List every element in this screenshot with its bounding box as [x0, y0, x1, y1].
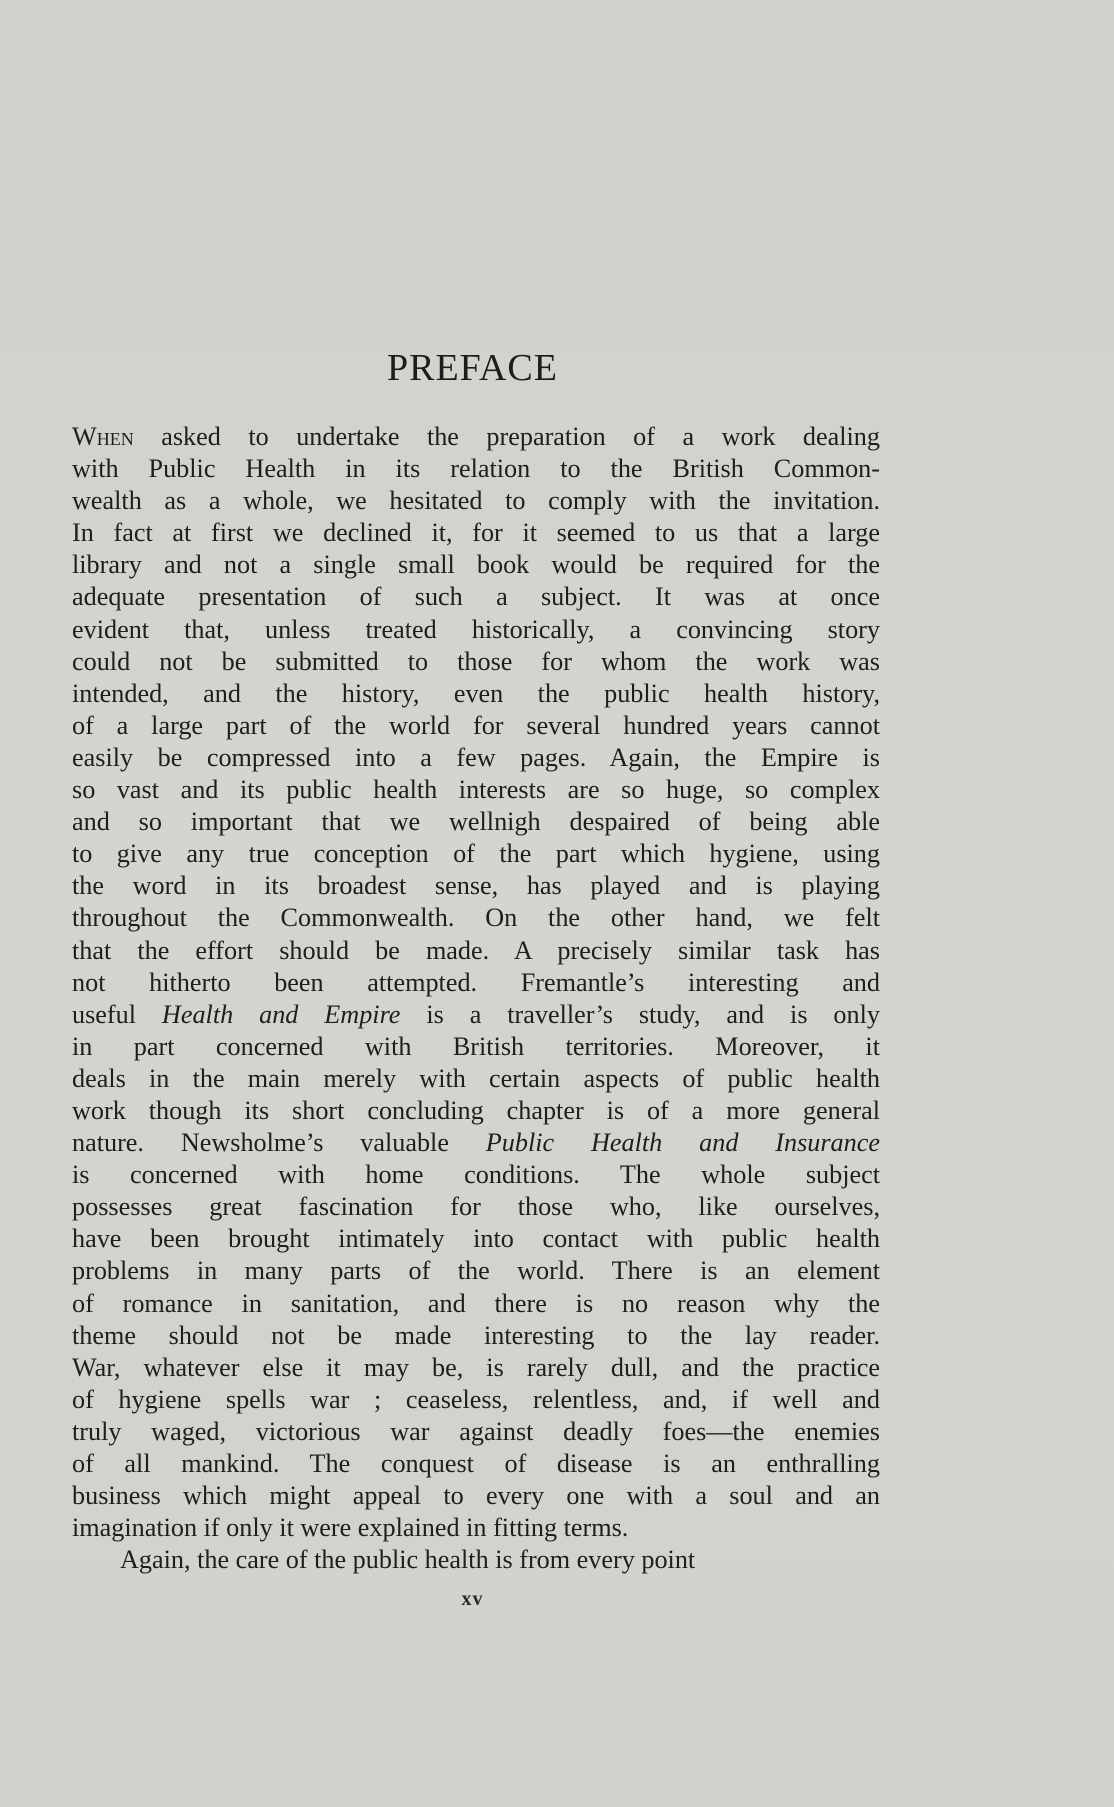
- text-line: to give any true conception of the part which hygiene, using: [72, 839, 880, 869]
- text-line: could not be submitted to those for whom the work was: [72, 646, 880, 676]
- text-line: so vast and its public health interests are so huge, so complex: [72, 775, 880, 805]
- text-line: of all mankind. The conquest of disease is an enthralling: [72, 1449, 880, 1478]
- text-line: of hygiene spells war ; ceaseless, relentless, and, if well and: [72, 1384, 880, 1414]
- text-line: business which might appeal to every one with a soul and an: [72, 1481, 880, 1511]
- text-line: is concerned with home conditions. The whole subject: [72, 1160, 880, 1190]
- page-number: xv: [461, 1588, 484, 1610]
- text-line: adequate presentation of such a subject. It was at once: [72, 582, 880, 612]
- text-line: of a large part of the world for several hundred years cannot: [72, 710, 880, 740]
- text-line: [72, 1127, 880, 1159]
- line-text: nature. Newsholme’s valuable: [72, 1128, 486, 1158]
- text-line: evident that, unless treated historically, a convincing story: [72, 614, 880, 644]
- text-line: library and not a single small book would be required for the: [72, 550, 880, 580]
- text-line: Again, the care of the public health is from every point: [120, 1545, 696, 1575]
- text-line: wealth as a whole, we hesitated to comply with the invitation.: [72, 486, 880, 516]
- text-line: easily be compressed into a few pages. Again, the Empire is: [72, 742, 880, 772]
- text-line: have been brought intimately into contact with public health: [72, 1224, 880, 1254]
- text-line: In fact at first we declined it, for it seemed to us that a large: [72, 518, 880, 548]
- text-line: War, whatever else it may be, is rarely dull, and the practice: [72, 1352, 880, 1382]
- preface-body: [72, 421, 880, 1576]
- text-line: and so important that we wellnigh despaired of being able: [72, 807, 880, 837]
- text-line: possesses great fascination for those who, like ourselves,: [72, 1192, 880, 1222]
- text-line: theme should not be made interesting to the lay reader.: [72, 1320, 880, 1350]
- line-text: useful: [72, 999, 162, 1029]
- text-line: throughout the Commonwealth. On the other hand, we felt: [72, 903, 880, 933]
- text-line: imagination if only it were explained in fitting terms.: [72, 1513, 629, 1543]
- text-line: not hitherto been attempted. Fremantle’s interesting and: [72, 967, 880, 997]
- text-line: truly waged, victorious war against deadly foes—the enemies: [72, 1416, 880, 1446]
- text-line: that the effort should be made. A precisely similar task has: [72, 935, 880, 965]
- text-line: the word in its broadest sense, has played and is playing: [72, 871, 880, 901]
- line-text: is a traveller’s study, and is only: [400, 999, 880, 1029]
- text-line: of romance in sanitation, and there is no reason why the: [72, 1288, 880, 1318]
- opening-word: When: [72, 422, 134, 451]
- text-line: work though its short concluding chapter is of a more general: [72, 1095, 880, 1125]
- text-line: [72, 421, 880, 453]
- line-text: asked to undertake the preparation of a work dealing: [133, 422, 880, 451]
- text-line: with Public Health in its relation to the British Common-: [72, 454, 880, 484]
- book-title-italic: Public Health and Insurance: [485, 1128, 880, 1158]
- text-line: problems in many parts of the world. There is an element: [72, 1256, 880, 1286]
- text-line: in part concerned with British territories. Moreover, it: [72, 1031, 880, 1061]
- text-line: intended, and the history, even the public health history,: [72, 678, 880, 708]
- page-title: PREFACE: [386, 347, 558, 389]
- text-line: deals in the main merely with certain aspects of public health: [72, 1063, 880, 1093]
- text-line: [72, 999, 880, 1031]
- book-title-italic: Health and Empire: [161, 999, 401, 1029]
